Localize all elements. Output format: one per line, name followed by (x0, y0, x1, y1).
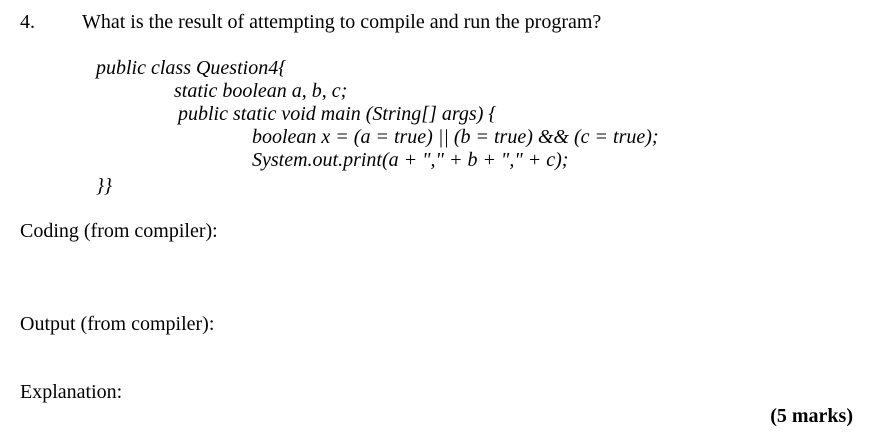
coding-label: Coding (from compiler): (20, 220, 218, 242)
output-label: Output (from compiler): (20, 313, 215, 335)
marks-label: (5 marks) (770, 405, 853, 427)
question-text: What is the result of attempting to compile and run the program? (82, 11, 602, 33)
question-number: 4. (20, 11, 35, 33)
explanation-label: Explanation: (20, 381, 123, 403)
code-line-closing-braces: }} (96, 175, 112, 197)
code-line-main-method: public static void main (String[] args) { (178, 103, 497, 125)
code-line-class-declaration: public class Question4{ (96, 57, 287, 79)
code-line-boolean-expression: boolean x = (a = true) || (b = true) && (c = true); (252, 126, 659, 148)
code-line-fields: static boolean a, b, c; (174, 80, 348, 102)
code-line-print: System.out.print(a + "," + b + "," + c); (252, 149, 569, 171)
